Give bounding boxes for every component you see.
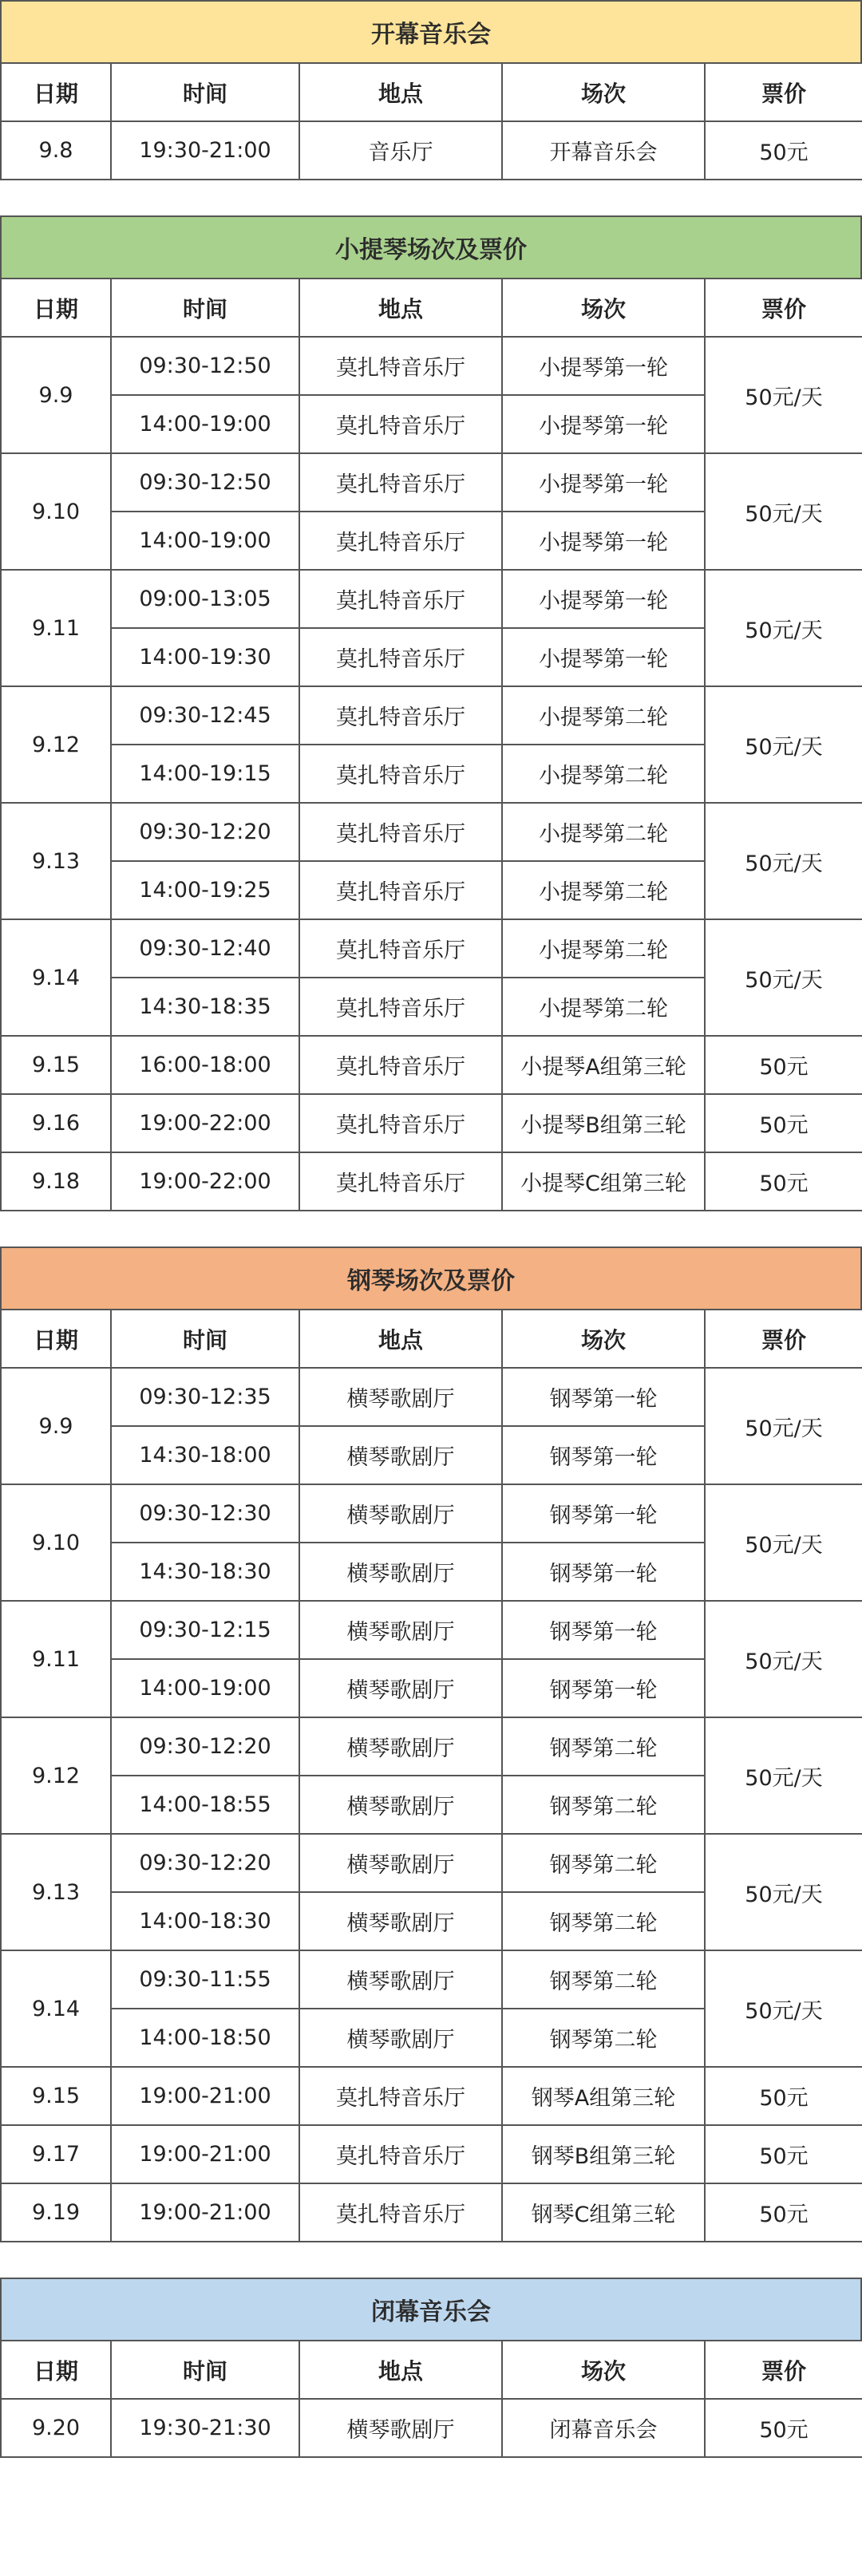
date-cell: 9.17 (1, 2125, 111, 2183)
session-cell: 小提琴第二轮 (502, 861, 705, 919)
time-cell: 19:00-22:00 (111, 1094, 299, 1152)
session-cell: 钢琴第一轮 (502, 1543, 705, 1601)
session-cell: 钢琴A组第三轮 (502, 2067, 705, 2125)
time-cell: 19:00-22:00 (111, 1152, 299, 1211)
closing-title: 闭幕音乐会 (0, 2278, 862, 2340)
table-row (1, 1368, 862, 1426)
time-cell: 19:00-21:00 (111, 2183, 299, 2242)
header-row (1, 63, 862, 121)
time-cell: 09:30-12:20 (111, 1717, 299, 1776)
venue-cell: 横琴歌剧厅 (299, 2399, 502, 2457)
time-cell: 14:00-19:00 (111, 512, 299, 570)
price-cell: 50元/天 (705, 1368, 862, 1484)
session-cell: 小提琴A组第三轮 (502, 1036, 705, 1094)
venue-cell: 莫扎特音乐厅 (299, 570, 502, 628)
price-cell: 50元 (705, 121, 862, 180)
price-cell: 50元/天 (705, 453, 862, 570)
session-cell: 钢琴C组第三轮 (502, 2183, 705, 2242)
table-row (1, 1950, 862, 2009)
date-cell: 9.9 (1, 337, 111, 453)
venue-cell: 横琴歌剧厅 (299, 1834, 502, 1892)
session-cell: 小提琴第一轮 (502, 512, 705, 570)
price-cell: 50元 (705, 2399, 862, 2457)
date-cell: 9.12 (1, 1717, 111, 1834)
venue-cell: 莫扎特音乐厅 (299, 686, 502, 745)
header-time: 时间 (111, 1310, 299, 1368)
time-cell: 19:30-21:30 (111, 2399, 299, 2457)
table-row (1, 919, 862, 978)
date-cell: 9.10 (1, 453, 111, 570)
header-date: 日期 (1, 63, 111, 121)
table-row (1, 1717, 862, 1776)
venue-cell: 横琴歌剧厅 (299, 1368, 502, 1426)
header-date: 日期 (1, 279, 111, 337)
venue-cell: 莫扎特音乐厅 (299, 919, 502, 978)
table-row (1, 686, 862, 745)
opening-title: 开幕音乐会 (0, 0, 862, 62)
venue-cell: 莫扎特音乐厅 (299, 337, 502, 395)
venue-cell: 横琴歌剧厅 (299, 1717, 502, 1776)
time-cell: 14:00-18:30 (111, 1892, 299, 1950)
venue-cell: 莫扎特音乐厅 (299, 1152, 502, 1211)
venue-cell: 莫扎特音乐厅 (299, 395, 502, 453)
venue-cell: 莫扎特音乐厅 (299, 2183, 502, 2242)
session-cell: 小提琴第一轮 (502, 628, 705, 686)
opening-table (0, 62, 862, 180)
venue-cell: 横琴歌剧厅 (299, 1484, 502, 1543)
session-cell: 钢琴第二轮 (502, 2009, 705, 2067)
piano-table (0, 1309, 862, 2242)
table-row (1, 337, 862, 395)
section-gap (0, 2242, 862, 2278)
time-cell: 09:30-12:50 (111, 337, 299, 395)
violin-table (0, 278, 862, 1211)
venue-cell: 横琴歌剧厅 (299, 2009, 502, 2067)
header-venue: 地点 (299, 1310, 502, 1368)
closing-table (0, 2340, 862, 2458)
date-cell: 9.15 (1, 2067, 111, 2125)
header-session: 场次 (502, 63, 705, 121)
session-cell: 钢琴第一轮 (502, 1659, 705, 1717)
header-venue: 地点 (299, 279, 502, 337)
date-cell: 9.11 (1, 570, 111, 686)
price-cell: 50元/天 (705, 686, 862, 803)
session-cell: 钢琴第二轮 (502, 1834, 705, 1892)
price-cell: 50元/天 (705, 1834, 862, 1950)
time-cell: 14:00-19:30 (111, 628, 299, 686)
price-cell: 50元/天 (705, 1601, 862, 1717)
time-cell: 14:00-18:55 (111, 1776, 299, 1834)
venue-cell: 莫扎特音乐厅 (299, 2067, 502, 2125)
venue-cell: 横琴歌剧厅 (299, 1892, 502, 1950)
time-cell: 14:30-18:35 (111, 978, 299, 1036)
price-cell: 50元/天 (705, 570, 862, 686)
venue-cell: 莫扎特音乐厅 (299, 2125, 502, 2183)
table-row (1, 1484, 862, 1543)
table-row (1, 570, 862, 628)
session-cell: 钢琴B组第三轮 (502, 2125, 705, 2183)
venue-cell: 横琴歌剧厅 (299, 1776, 502, 1834)
session-cell: 小提琴第一轮 (502, 395, 705, 453)
session-cell: 开幕音乐会 (502, 121, 705, 180)
time-cell: 09:00-13:05 (111, 570, 299, 628)
price-cell: 50元/天 (705, 1484, 862, 1601)
venue-cell: 莫扎特音乐厅 (299, 1036, 502, 1094)
price-cell: 50元/天 (705, 1717, 862, 1834)
date-cell: 9.12 (1, 686, 111, 803)
header-price: 票价 (705, 63, 862, 121)
date-cell: 9.13 (1, 803, 111, 919)
date-cell: 9.14 (1, 1950, 111, 2067)
price-cell: 50元 (705, 1152, 862, 1211)
table-row (1, 2183, 862, 2242)
session-cell: 闭幕音乐会 (502, 2399, 705, 2457)
date-cell: 9.9 (1, 1368, 111, 1484)
session-cell: 钢琴第一轮 (502, 1484, 705, 1543)
time-cell: 16:00-18:00 (111, 1036, 299, 1094)
time-cell: 09:30-12:45 (111, 686, 299, 745)
date-cell: 9.11 (1, 1601, 111, 1717)
price-cell: 50元 (705, 1036, 862, 1094)
time-cell: 09:30-12:20 (111, 1834, 299, 1892)
opening-section (0, 0, 862, 180)
date-cell: 9.14 (1, 919, 111, 1036)
price-cell: 50元 (705, 1094, 862, 1152)
header-price: 票价 (705, 2341, 862, 2399)
header-date: 日期 (1, 2341, 111, 2399)
session-cell: 钢琴第二轮 (502, 1892, 705, 1950)
price-cell: 50元 (705, 2067, 862, 2125)
table-row (1, 1601, 862, 1659)
date-cell: 9.13 (1, 1834, 111, 1950)
table-row (1, 121, 862, 180)
time-cell: 09:30-12:30 (111, 1484, 299, 1543)
date-cell: 9.19 (1, 2183, 111, 2242)
header-time: 时间 (111, 2341, 299, 2399)
venue-cell: 音乐厅 (299, 121, 502, 180)
time-cell: 19:30-21:00 (111, 121, 299, 180)
venue-cell: 横琴歌剧厅 (299, 1543, 502, 1601)
time-cell: 14:00-19:25 (111, 861, 299, 919)
session-cell: 钢琴第二轮 (502, 1717, 705, 1776)
session-cell: 钢琴第二轮 (502, 1776, 705, 1834)
time-cell: 14:30-18:30 (111, 1543, 299, 1601)
session-cell: 小提琴C组第三轮 (502, 1152, 705, 1211)
date-cell: 9.8 (1, 121, 111, 180)
venue-cell: 横琴歌剧厅 (299, 1426, 502, 1484)
table-row (1, 2399, 862, 2457)
header-row (1, 279, 862, 337)
session-cell: 小提琴第二轮 (502, 919, 705, 978)
time-cell: 09:30-12:15 (111, 1601, 299, 1659)
time-cell: 19:00-21:00 (111, 2125, 299, 2183)
violin-body (1, 337, 862, 1211)
session-cell: 钢琴第一轮 (502, 1601, 705, 1659)
time-cell: 14:00-18:50 (111, 2009, 299, 2067)
session-cell: 小提琴第一轮 (502, 453, 705, 512)
session-cell: 小提琴第二轮 (502, 686, 705, 745)
venue-cell: 莫扎特音乐厅 (299, 1094, 502, 1152)
violin-title: 小提琴场次及票价 (0, 215, 862, 278)
header-venue: 地点 (299, 63, 502, 121)
date-cell: 9.10 (1, 1484, 111, 1601)
time-cell: 14:30-18:00 (111, 1426, 299, 1484)
price-cell: 50元/天 (705, 337, 862, 453)
section-gap (0, 180, 862, 215)
date-cell: 9.20 (1, 2399, 111, 2457)
closing-body (1, 2399, 862, 2457)
header-time: 时间 (111, 63, 299, 121)
header-row (1, 2341, 862, 2399)
header-session: 场次 (502, 1310, 705, 1368)
session-cell: 小提琴第一轮 (502, 337, 705, 395)
venue-cell: 横琴歌剧厅 (299, 1601, 502, 1659)
session-cell: 小提琴第二轮 (502, 803, 705, 861)
venue-cell: 莫扎特音乐厅 (299, 628, 502, 686)
header-session: 场次 (502, 2341, 705, 2399)
table-row (1, 1834, 862, 1892)
price-cell: 50元 (705, 2183, 862, 2242)
date-cell: 9.16 (1, 1094, 111, 1152)
time-cell: 14:00-19:00 (111, 395, 299, 453)
table-row (1, 453, 862, 512)
time-cell: 09:30-12:20 (111, 803, 299, 861)
venue-cell: 莫扎特音乐厅 (299, 453, 502, 512)
venue-cell: 莫扎特音乐厅 (299, 512, 502, 570)
date-cell: 9.15 (1, 1036, 111, 1094)
session-cell: 小提琴第二轮 (502, 978, 705, 1036)
session-cell: 钢琴第二轮 (502, 1950, 705, 2009)
venue-cell: 莫扎特音乐厅 (299, 745, 502, 803)
table-row (1, 2067, 862, 2125)
header-row (1, 1310, 862, 1368)
price-cell: 50元 (705, 2125, 862, 2183)
opening-body (1, 121, 862, 180)
date-cell: 9.18 (1, 1152, 111, 1211)
piano-body (1, 1368, 862, 2242)
header-date: 日期 (1, 1310, 111, 1368)
closing-section (0, 2278, 862, 2458)
table-row (1, 1152, 862, 1211)
header-time: 时间 (111, 279, 299, 337)
header-session: 场次 (502, 279, 705, 337)
violin-section (0, 215, 862, 1211)
time-cell: 14:00-19:15 (111, 745, 299, 803)
venue-cell: 横琴歌剧厅 (299, 1659, 502, 1717)
table-row (1, 1036, 862, 1094)
session-cell: 小提琴B组第三轮 (502, 1094, 705, 1152)
venue-cell: 莫扎特音乐厅 (299, 978, 502, 1036)
table-row (1, 803, 862, 861)
session-cell: 小提琴第一轮 (502, 570, 705, 628)
table-row (1, 2125, 862, 2183)
time-cell: 09:30-12:50 (111, 453, 299, 512)
time-cell: 09:30-12:35 (111, 1368, 299, 1426)
venue-cell: 莫扎特音乐厅 (299, 803, 502, 861)
session-cell: 钢琴第一轮 (502, 1368, 705, 1426)
venue-cell: 横琴歌剧厅 (299, 1950, 502, 2009)
piano-title: 钢琴场次及票价 (0, 1247, 862, 1309)
header-price: 票价 (705, 279, 862, 337)
session-cell: 钢琴第一轮 (502, 1426, 705, 1484)
time-cell: 19:00-21:00 (111, 2067, 299, 2125)
time-cell: 14:00-19:00 (111, 1659, 299, 1717)
piano-section (0, 1247, 862, 2242)
section-gap (0, 1211, 862, 1247)
venue-cell: 莫扎特音乐厅 (299, 861, 502, 919)
price-cell: 50元/天 (705, 803, 862, 919)
time-cell: 09:30-11:55 (111, 1950, 299, 2009)
time-cell: 09:30-12:40 (111, 919, 299, 978)
session-cell: 小提琴第二轮 (502, 745, 705, 803)
header-price: 票价 (705, 1310, 862, 1368)
price-cell: 50元/天 (705, 919, 862, 1036)
price-cell: 50元/天 (705, 1950, 862, 2067)
table-row (1, 1094, 862, 1152)
header-venue: 地点 (299, 2341, 502, 2399)
